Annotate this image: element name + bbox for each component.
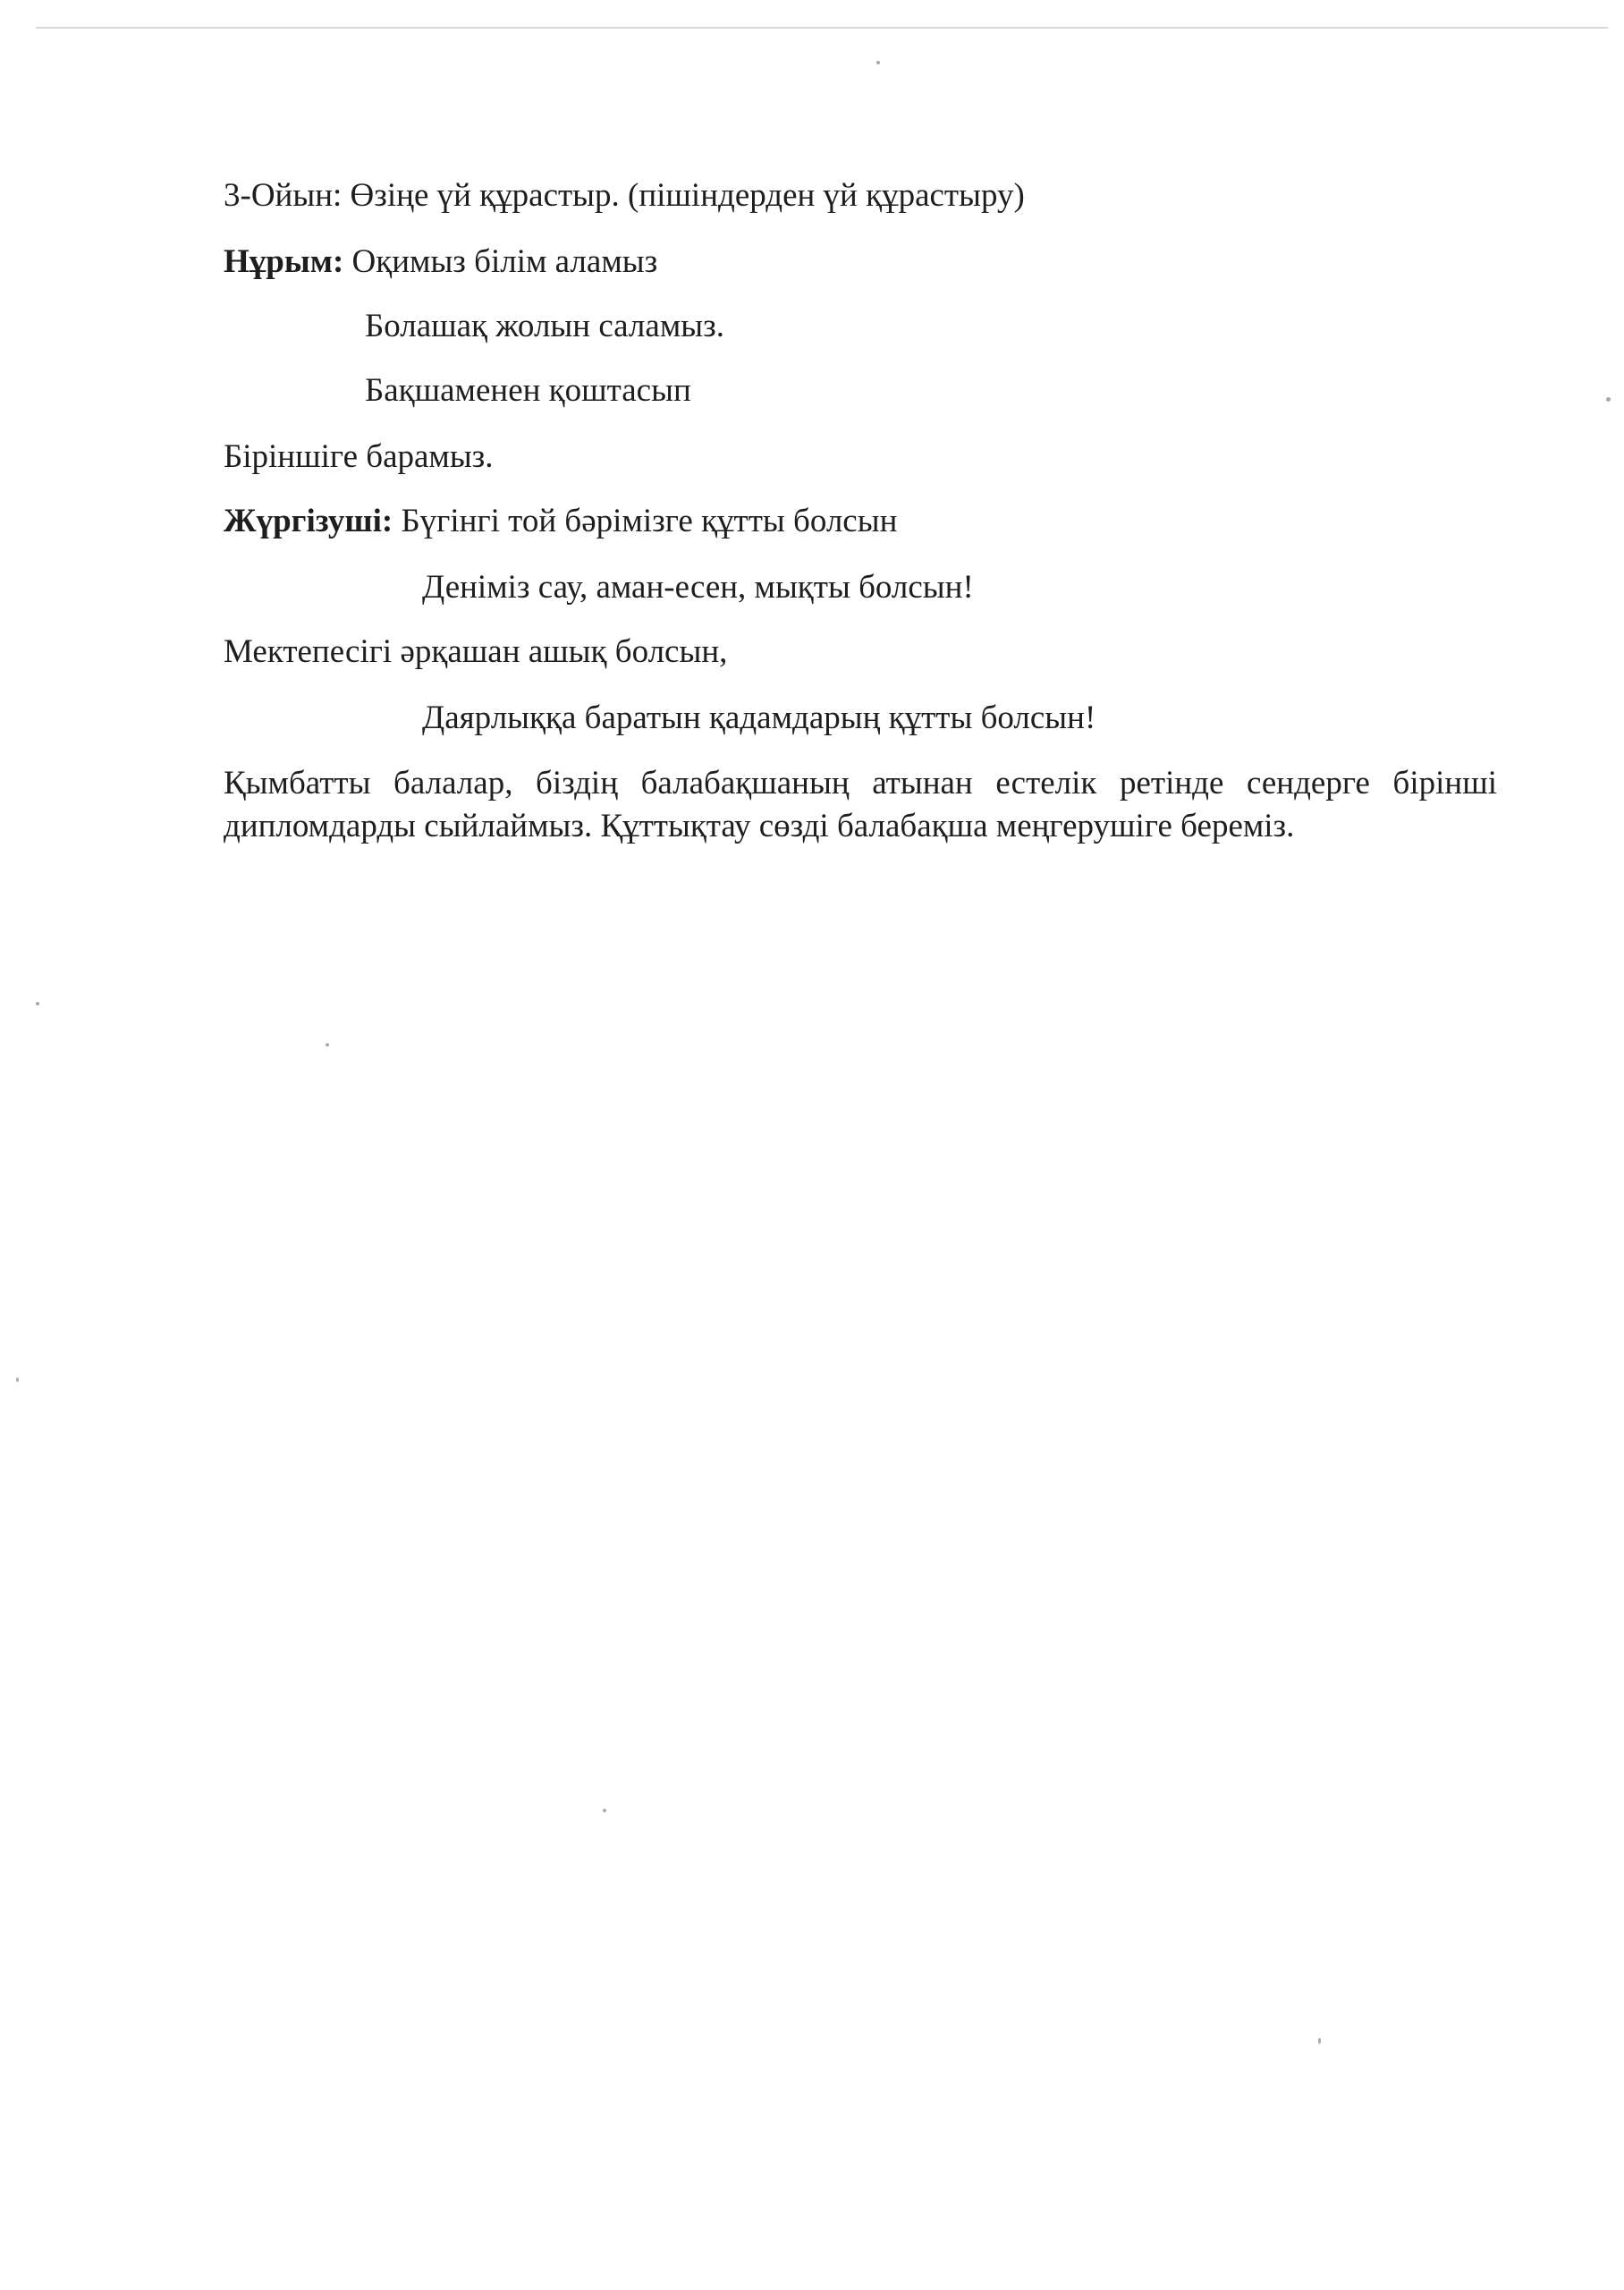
scan-speck [603, 1809, 606, 1812]
line-text: Бүгінгі той бәрімізге құтты болсын [393, 503, 898, 539]
verse-line [224, 437, 494, 478]
line-text: 3-Ойын: Өзіңе үй құрастыр. (пішіндерден үй құрастыру) [224, 177, 1025, 214]
line-text: Біріншіге барамыз. [224, 438, 494, 475]
line-text: Болашақ жолын саламыз. [365, 308, 724, 344]
line-text: Мектепесігі әрқашан ашық болсын, [224, 633, 728, 670]
scan-edge-line [36, 27, 1608, 29]
verse-line [224, 632, 727, 673]
line-text: Даярлыққа баратын қадамдарың құтты болсын! [422, 700, 1096, 736]
speaker-name: Жүргізуші: [224, 503, 393, 539]
dialogue-line-nurym [224, 242, 657, 283]
verse-line [365, 370, 691, 411]
verse-line [365, 306, 724, 347]
scan-speck [1606, 397, 1611, 402]
dialogue-line-host [224, 501, 897, 542]
line-text: Оқимыз білім аламыз [343, 243, 658, 280]
line-text: Бақшаменен қоштасып [365, 372, 691, 409]
scan-speck [36, 1002, 39, 1005]
line-text: Деніміз сау, аман-есен, мықты болсын! [422, 569, 974, 606]
game-title-line [224, 175, 1025, 216]
scan-speck [326, 1043, 329, 1047]
scan-speck [876, 61, 880, 64]
verse-line [422, 698, 1095, 739]
scan-speck [1318, 2038, 1321, 2044]
scan-speck [16, 1378, 19, 1382]
verse-line [422, 567, 974, 608]
speaker-name: Нұрым: [224, 243, 344, 280]
closing-paragraph: Қымбатты балалар, біздің балабақшаның атынан естелік ретінде сендерге бірінші дипломдарды сыйлаймыз. Құттықтау сөзді балабақша меңгерушіге береміз. [224, 765, 1497, 844]
